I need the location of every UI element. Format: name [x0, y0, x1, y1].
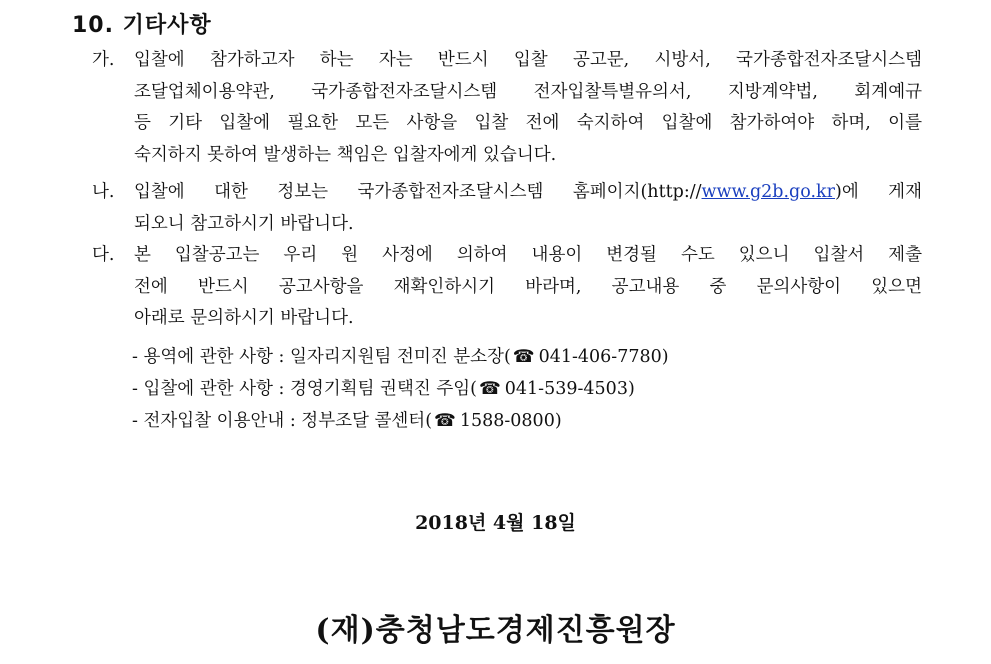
item-text-line: 전에 반드시 공고사항을 재확인하시기 바라며, 공고내용 중 문의사항이 있으면: [134, 276, 922, 297]
item-text-line: 숙지하지 못하여 발생하는 책임은 입찰자에게 있습니다.: [134, 144, 557, 165]
contact-close-paren: ): [661, 347, 669, 367]
item-marker: 가.: [92, 50, 115, 70]
contact-phone-number: 1588-0800: [459, 411, 555, 431]
phone-icon: ☎: [512, 347, 535, 367]
issuing-organization: (재)충청남도경제진흥원장: [315, 613, 676, 648]
contact-phone-number: 041-539-4503: [504, 379, 628, 399]
item-text: )에 게재: [835, 182, 922, 202]
phone-icon: ☎: [434, 411, 456, 431]
notice-item-ga: [92, 45, 922, 171]
notice-item-na: [92, 177, 922, 240]
contact-phone-number: 041-406-7780: [538, 347, 662, 367]
section-heading: 10. 기타사항: [72, 13, 212, 38]
contact-label: - 입찰에 관한 사항 : 경영기획팀 권택진 주임(: [132, 379, 477, 399]
item-text-line: 아래로 문의하시기 바랍니다.: [134, 308, 354, 328]
item-text-line: 등 기타 입찰에 필요한 모든 사항을 입찰 전에 숙지하여 입찰에 참가하여야 하며, 이를: [134, 113, 922, 133]
g2b-website-link[interactable]: www.g2b.go.kr: [701, 182, 836, 202]
contact-close-paren: ): [627, 379, 635, 399]
notice-date: 2018년 4월 18일: [415, 512, 576, 534]
item-text-line: 본 입찰공고는 우리 원 사정에 의하여 내용이 변경될 수도 있으니 입찰서 제출: [134, 245, 922, 265]
item-marker: 나.: [92, 182, 115, 202]
contact-label: - 용역에 관한 사항 : 일자리지원팀 전미진 분소장(: [132, 347, 511, 367]
item-text-line: 입찰에 참가하고자 하는 자는 반드시 입찰 공고문, 시방서, 국가종합전자조달시스템: [134, 50, 922, 70]
contact-label: - 전자입찰 이용안내 : 정부조달 콜센터(: [132, 411, 433, 431]
item-text: 입찰에 대한 정보는 국가종합전자조달시스템 홈페이지(http://: [134, 182, 702, 202]
contact-line-e-bidding: [132, 406, 562, 438]
item-text-line: 조달업체이용약관, 국가종합전자조달시스템 전자입찰특별유의서, 지방계약법, 회계예규: [134, 81, 922, 102]
phone-icon: ☎: [478, 379, 501, 399]
item-marker: 다.: [92, 245, 115, 265]
contact-line-bidding: [132, 374, 635, 406]
notice-item-da: [92, 240, 922, 335]
item-text-line: 되오니 참고하시기 바랍니다.: [134, 213, 354, 234]
item-text-line: [134, 177, 922, 209]
contact-close-paren: ): [554, 411, 562, 431]
contact-line-service: [132, 342, 669, 374]
